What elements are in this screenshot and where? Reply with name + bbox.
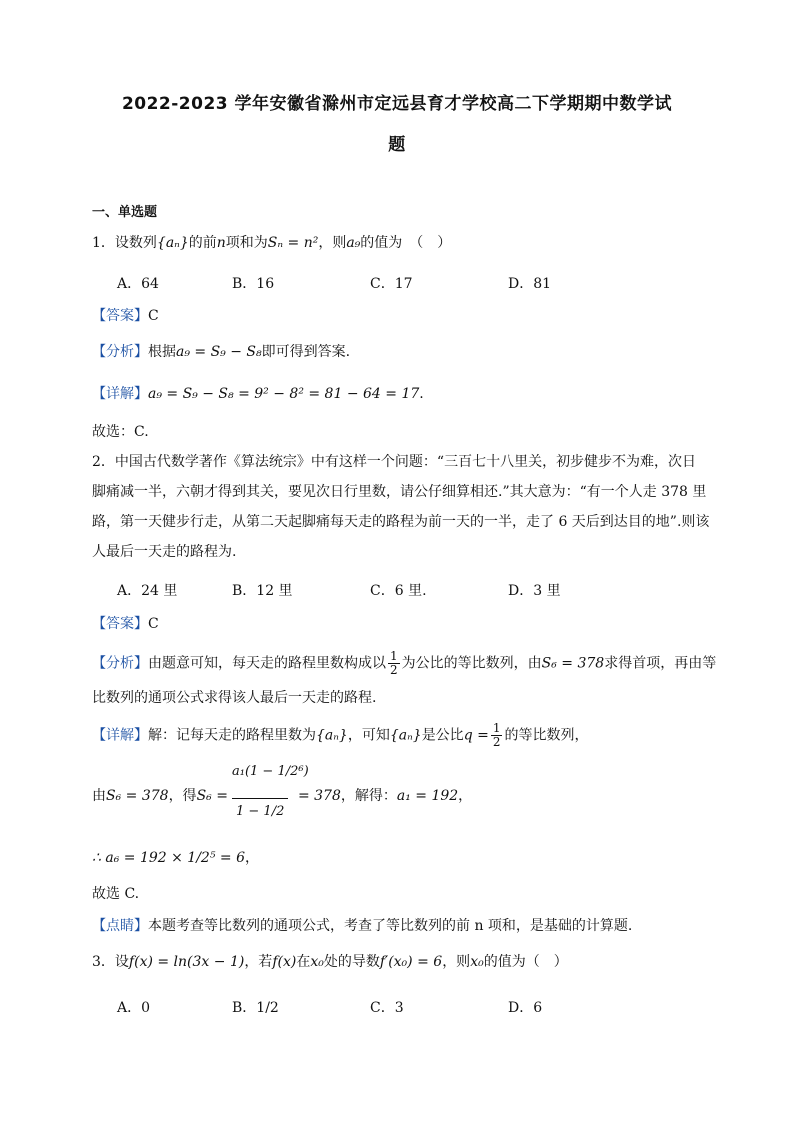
q2-option-d: D．3 里 xyxy=(508,583,561,599)
q2-calculation: 由S₆ = 378，得S₆ = = 378，解得：a₁ = 192， xyxy=(92,788,473,804)
q2-option-a: A．24 里 xyxy=(117,583,178,599)
q3-option-b: B．1/2 xyxy=(232,1000,279,1016)
page-title-line1: 2022-2023 学年安徽省滁州市定远县育才学校高二下学期期中数学试 xyxy=(121,94,673,114)
q1-detail: 【详解】a₉ = S₉ − S₈ = 9² − 8² = 81 − 64 = 17. xyxy=(92,386,424,402)
section-heading: 一、单选题 xyxy=(92,205,158,220)
q3-option-d: D．6 xyxy=(508,1000,543,1016)
q2-conclusion: 故选 C. xyxy=(92,886,140,902)
fraction: $\frac{1}{2}$ xyxy=(492,721,501,749)
q1-option-c: C．17 xyxy=(370,276,413,292)
q2-note: 【点睛】本题考查等比数列的通项公式，考查了等比数列的前 n 项和，是基础的计算题. xyxy=(92,918,633,934)
q2-analysis: 【分析】由题意可知，每天走的路程里数构成以 $\frac{1}{2}$ 为公比的等比数列，由S₆ = 378求得首项，再由等 xyxy=(92,649,717,677)
q1-option-d: D．81 xyxy=(508,276,552,292)
q2-option-b: B．12 里 xyxy=(232,583,293,599)
q3-option-a: A．0 xyxy=(117,1000,151,1016)
q2-analysis-line2: 比数列的通项公式求得该人最后一天走的路程. xyxy=(92,690,377,706)
q1-conclusion: 故选：C. xyxy=(92,424,149,440)
q2-answer: 【答案】C xyxy=(92,616,159,632)
document-page: 2022-2023 学年安徽省滁州市定远县育才学校高二下学期期中数学试 题 一、单选题 1．设数列{aₙ}的前n项和为Sₙ = n²，则a₉的值为 （ ） A．64 B．16 C．17 D．81 【答案】C 【分析】根据a₉ = S₉ − S₈即可得到答案. 【详解】a₉ = S₉ − S₈ = 9² − 8² = 81 − 64 = 17. 故选：C. 2．中国古代数学著作《算法统宗》中有这样一个问题：“三百七十八里关，初步健步不为难，次日 脚痛减一半，六朝才得到其关，要见次日行里数，请公仔细算相还.”其大意为：“有一个人走 378 里 路，第一天健步行走，从第二天起脚痛每天走的路程为前一天的一半，走了 6 天后到达目的地”.则该 人最后一天走的路程为. A．24 里 B．12 里 C．6 里. D．3 里 【答案】C 【分析】由题意可知，每天走的路程里数构成以 $\frac{1}{2}$ 为公比的等比数列，由S₆ = 378求得首项，再由等 比数列的通项公式求得该人最后一天走的路程. 【详解】解：记每天走的路程里数为{aₙ}，可知{aₙ}是公比q = $\frac{1}{2}$ 的等比数列， 由S₆ = 378，得S₆ = = 378，解得：a₁ = 192， a₁(1 − 1/2⁶) 1 − 1/2 ∴ a₆ = 192 × 1/2⁵ = 6， 故选 C. 【点睛】本题考查等比数列的通项公式，考查了等比数列的前 n 项和，是基础的计算题. 3．设f(x) = ln(3x − 1)，若f(x)在x₀处的导数f′(x₀) = 6，则x₀的值为（ ） A．0 B．1/2 C．3 D．6 xyxy=(0,0,794,1123)
q1-option-b: B．16 xyxy=(232,276,275,292)
q1-answer: 【答案】C xyxy=(92,308,159,324)
q3-option-c: C．3 xyxy=(370,1000,404,1016)
q2-detail: 【详解】解：记每天走的路程里数为{aₙ}，可知{aₙ}是公比q = $\frac{1}{2}$ 的等比数列， xyxy=(92,721,589,749)
page-title-line2: 题 xyxy=(388,135,406,155)
q1-analysis: 【分析】根据a₉ = S₉ − S₈即可得到答案. xyxy=(92,344,351,360)
q2-stem-line4: 人最后一天走的路程为. xyxy=(92,544,237,560)
q3-stem: 3．设f(x) = ln(3x − 1)，若f(x)在x₀处的导数f′(x₀) = 6，则x₀的值为（ ） xyxy=(92,954,568,970)
q1-stem: 1．设数列{aₙ}的前n项和为Sₙ = n²，则a₉的值为 （ ） xyxy=(92,235,452,251)
q2-stem-line1: 2．中国古代数学著作《算法统宗》中有这样一个问题：“三百七十八里关，初步健步不为难，次日 xyxy=(92,454,697,470)
q2-option-c: C．6 里. xyxy=(370,583,427,599)
q2-stem-line3: 路，第一天健步行走，从第二天起脚痛每天走的路程为前一天的一半，走了 6 天后到达目的地”.则该 xyxy=(92,514,710,530)
q2-stem-line2: 脚痛减一半，六朝才得到其关，要见次日行里数，请公仔细算相还.”其大意为：“有一个人走 378 里 xyxy=(92,484,707,500)
q2-result: ∴ a₆ = 192 × 1/2⁵ = 6， xyxy=(92,850,259,866)
q1-option-a: A．64 xyxy=(117,276,159,292)
fraction: $\frac{1}{2}$ xyxy=(390,649,398,677)
